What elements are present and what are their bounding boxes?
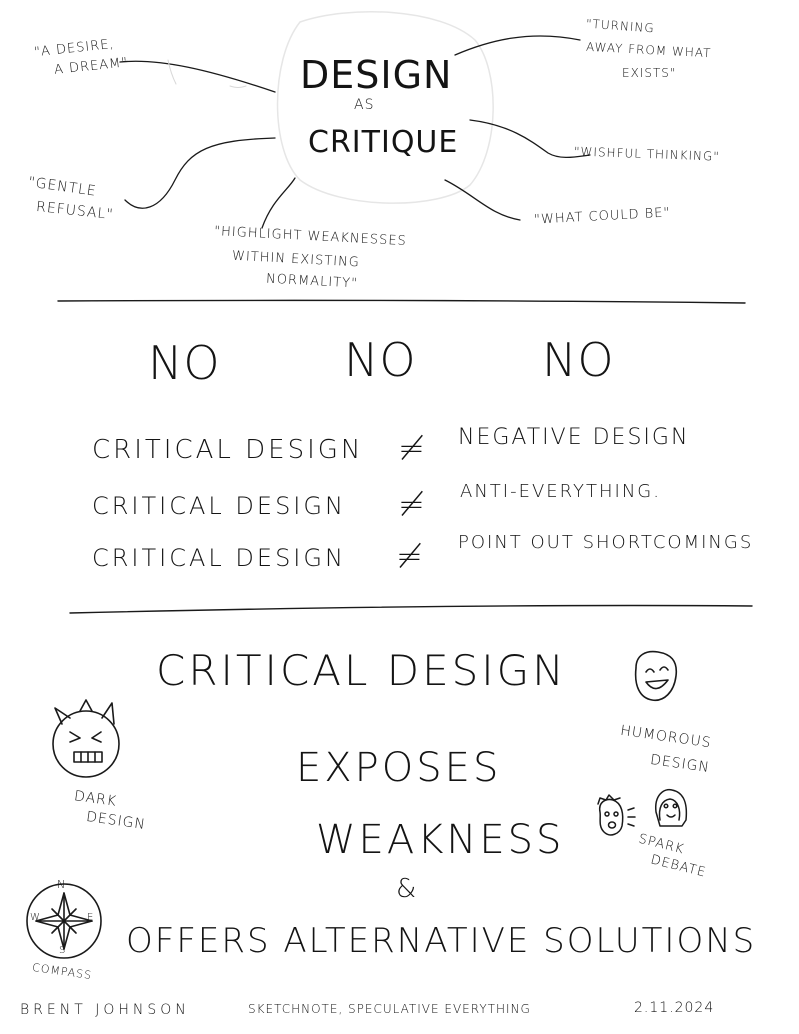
branch-turning-line2: AWAY FROM WHAT: [585, 39, 712, 61]
branch-highlight: [262, 178, 295, 228]
statement-line1: CRITICAL DESIGN: [156, 646, 567, 695]
center-title-as: AS: [354, 97, 375, 113]
branch-turning-line1: "TURNING: [585, 16, 656, 36]
inequality-2-right: ANTI-EVERYTHING.: [460, 481, 661, 502]
divider-middle: [70, 605, 752, 613]
angry-face-icon: [53, 700, 119, 777]
branch-refusal-line1: "GENTLE: [27, 174, 98, 200]
branch-desire-line2: A DREAM": [53, 55, 129, 78]
inequality-1-right: NEGATIVE DESIGN: [458, 425, 690, 450]
humorous-design-label-1: HUMOROUS: [619, 722, 713, 752]
branch-highlight-line2: WITHIN EXISTING: [231, 248, 361, 271]
branch-refusal-line2: REFUSAL": [35, 198, 115, 224]
branch-turning-line3: EXISTS": [622, 66, 677, 80]
statement-line4: OFFERS ALTERNATIVE SOLUTIONS: [126, 921, 757, 961]
branch-wishful: [470, 120, 590, 157]
center-title-design: DESIGN: [300, 53, 453, 97]
compass-w: W: [30, 912, 41, 923]
dark-design-label-2: DESIGN: [85, 808, 147, 834]
center-title-critique: CRITIQUE: [308, 125, 459, 160]
compass-s: S: [59, 945, 67, 956]
compass-label: COMPASS: [31, 960, 93, 983]
spark-debate-label-1: SPARK: [636, 831, 686, 858]
inequality-3-symbol: ≠: [396, 537, 424, 575]
branch-could-be: [445, 180, 520, 220]
divider-top: [58, 300, 745, 303]
inequality-1-symbol: ≠: [398, 429, 426, 467]
footer-date: 2.11.2024: [634, 1000, 715, 1016]
inequality-2-left: CRITICAL DESIGN: [92, 492, 346, 520]
inequality-2-symbol: ≠: [398, 485, 426, 523]
branch-could-be: "WHAT COULD BE": [533, 205, 671, 228]
no-3: NO: [542, 333, 615, 387]
branch-highlight-line3: NORMALITY": [265, 271, 359, 292]
inequality-3-right: POINT OUT SHORTCOMINGS: [458, 532, 754, 553]
branch-faint-1: [168, 60, 176, 84]
shouting-face-icon: [598, 795, 635, 835]
compass-e: E: [87, 912, 95, 923]
no-1: NO: [148, 336, 221, 390]
branch-wishful: "WISHFUL THINKING": [573, 144, 721, 164]
footer-author: BRENT JOHNSON: [20, 1002, 190, 1018]
circle-frame-icon: [278, 12, 494, 203]
long-hair-face-icon: [656, 790, 687, 826]
inequality-1-left: CRITICAL DESIGN: [92, 435, 364, 465]
statement-line3: WEAKNESS: [316, 817, 565, 863]
no-2: NO: [344, 333, 417, 387]
branch-desire-line1: "A DESIRE,: [33, 36, 116, 61]
spark-debate-label-2: DEBATE: [649, 852, 708, 881]
branch-refusal: [125, 138, 275, 208]
footer-subject: SKETCHNOTE, SPECULATIVE EVERYTHING: [248, 1002, 531, 1016]
dark-design-label-1: DARK: [73, 788, 118, 810]
humorous-design-label-2: DESIGN: [649, 751, 711, 777]
statement-line2: EXPOSES: [296, 745, 502, 791]
branch-highlight-line1: "HIGHLIGHT WEAKNESSES: [213, 223, 408, 250]
branch-desire: [120, 61, 275, 92]
smiling-face-icon: [636, 652, 677, 701]
branch-faint-2: [230, 86, 246, 88]
statement-ampersand: &: [396, 874, 418, 904]
compass-n: N: [57, 878, 67, 891]
inequality-3-left: CRITICAL DESIGN: [92, 544, 346, 572]
